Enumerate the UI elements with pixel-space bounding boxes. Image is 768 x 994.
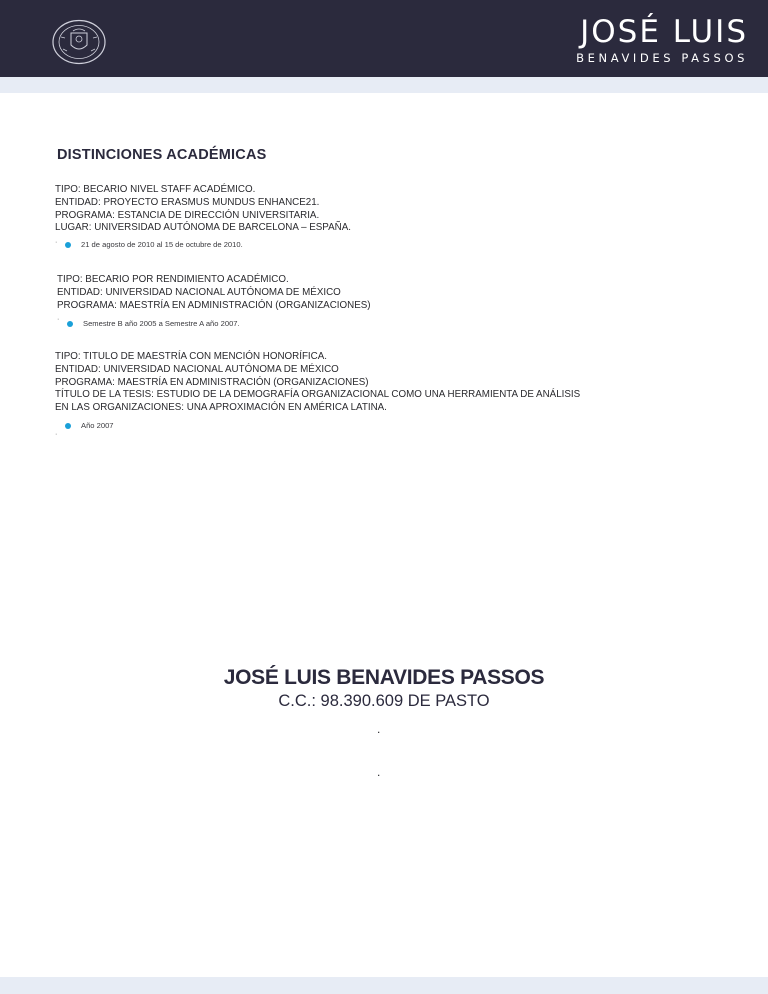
bullet-icon [65,242,71,248]
stray-dot: · [57,316,60,323]
entry-line: ENTIDAD: UNIVERSIDAD NACIONAL AUTÓNOMA DE MÉXICO [55,363,339,375]
stray-period: . [377,765,381,779]
header-bar [0,0,768,77]
entry-date: 21 de agosto de 2010 al 15 de octubre de 2010. [81,240,243,249]
date-row-1 [55,239,315,251]
bullet-icon [67,321,73,327]
university-seal-icon [51,19,107,65]
entry-line: TÍTULO DE LA TESIS: ESTUDIO DE LA DEMOGRAFÍA ORGANIZACIONAL COMO UNA HERRAMIENTA DE ANÁLISIS [55,389,581,401]
entry-line: TIPO: BECARIO NIVEL STAFF ACADÉMICO. [55,184,256,195]
distinction-entry-2 [57,274,371,312]
date-row-2 [55,318,315,330]
date-row-3 [55,420,255,442]
stray-period: . [377,722,381,736]
header-band [0,77,768,93]
entry-line: EN LAS ORGANIZACIONES: UNA APROXIMACIÓN EN AMÉRICA LATINA. [55,402,387,414]
entry-date: Semestre B año 2005 a Semestre A año 2007. [83,319,240,328]
distinction-entry-3 [55,351,580,415]
header-name-last: BENAVIDES PASSOS [576,51,748,65]
entry-line: LUGAR: UNIVERSIDAD AUTÓNOMA DE BARCELONA – ESPAÑA. [55,222,351,234]
entry-line: ENTIDAD: PROYECTO ERASMUS MUNDUS ENHANCE21. [55,196,320,208]
header-name-first: JOSÉ LUIS [580,14,748,50]
stray-dot: · [55,431,58,438]
entry-line: TIPO: TITULO DE MAESTRÍA CON MENCIÓN HONORÍFICA. [55,351,327,362]
distinction-entry-1 [55,184,351,235]
bullet-icon [65,423,71,429]
footer-cc: C.C.: 98.390.609 DE PASTO [278,692,490,710]
entry-line: PROGRAMA: MAESTRÍA EN ADMINISTRACIÓN (ORGANIZACIONES) [57,299,371,311]
footer-name: JOSÉ LUIS BENAVIDES PASSOS [223,666,545,689]
entry-line: ENTIDAD: UNIVERSIDAD NACIONAL AUTÓNOMA DE MÉXICO [57,286,341,298]
stray-dot: · [55,239,58,246]
footer-band [0,977,768,994]
section-title: DISTINCIONES ACADÉMICAS [57,147,267,163]
entry-line: TIPO: BECARIO POR RENDIMIENTO ACADÉMICO. [57,274,289,285]
entry-line: PROGRAMA: MAESTRÍA EN ADMINISTRACIÓN (ORGANIZACIONES) [55,376,369,388]
entry-date: Año 2007 [81,421,114,430]
entry-line: PROGRAMA: ESTANCIA DE DIRECCIÓN UNIVERSITARIA. [55,209,320,221]
